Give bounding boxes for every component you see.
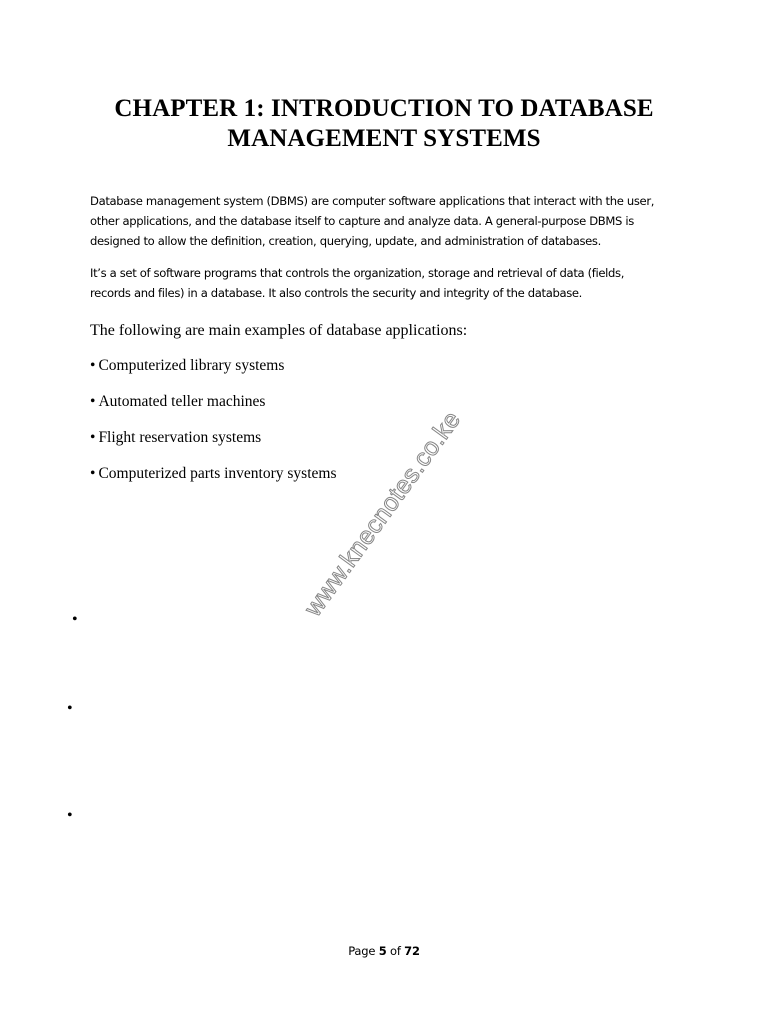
bullet-icon: •: [90, 357, 96, 374]
paragraph-line: records and files) in a database. It also controls the security and integrity of the database.: [90, 286, 583, 300]
examples-list: [90, 356, 337, 500]
page-footer: [0, 942, 768, 960]
bullet-icon: •: [90, 393, 96, 410]
list-item: [90, 464, 337, 500]
list-item-text: Automated teller machines: [98, 393, 266, 410]
bullet-icon: •: [90, 429, 96, 446]
bullet-icon: •: [90, 465, 96, 482]
footer-total-pages: 72: [404, 944, 420, 958]
dbms-description-paragraph: [90, 263, 690, 303]
chapter-title-line-1: CHAPTER 1: INTRODUCTION TO DATABASE: [114, 95, 654, 122]
empty-bullet-icon: •: [67, 807, 73, 824]
watermark: www.knecnotes.co.ke: [298, 405, 467, 622]
empty-bullet-icon: •: [67, 700, 73, 717]
paragraph-line: It’s a set of software programs that controls the organization, storage and retrieval of data (fields,: [90, 266, 625, 280]
paragraph-line: other applications, and the database itself to capture and analyze data. A general-purpose DBMS is: [90, 214, 634, 228]
examples-heading: The following are main examples of database applications:: [90, 322, 468, 339]
list-item: [90, 392, 337, 428]
empty-bullet-icon: •: [72, 611, 78, 628]
paragraph-line: Database management system (DBMS) are computer software applications that interact with the user,: [90, 194, 655, 208]
chapter-title-line-2: MANAGEMENT SYSTEMS: [227, 125, 541, 152]
list-item-text: Computerized parts inventory systems: [98, 465, 337, 482]
paragraph-line: designed to allow the definition, creation, querying, update, and administration of databases.: [90, 234, 601, 248]
dbms-definition-paragraph: [90, 191, 690, 251]
list-item-text: Flight reservation systems: [98, 429, 262, 446]
chapter-title: [60, 94, 708, 154]
footer-of-word: of: [390, 944, 401, 958]
list-item-text: Computerized library systems: [98, 357, 285, 374]
footer-page-word: Page: [348, 944, 376, 958]
list-item: [90, 428, 337, 464]
list-item: [90, 356, 337, 392]
footer-current-page: 5: [378, 944, 387, 958]
